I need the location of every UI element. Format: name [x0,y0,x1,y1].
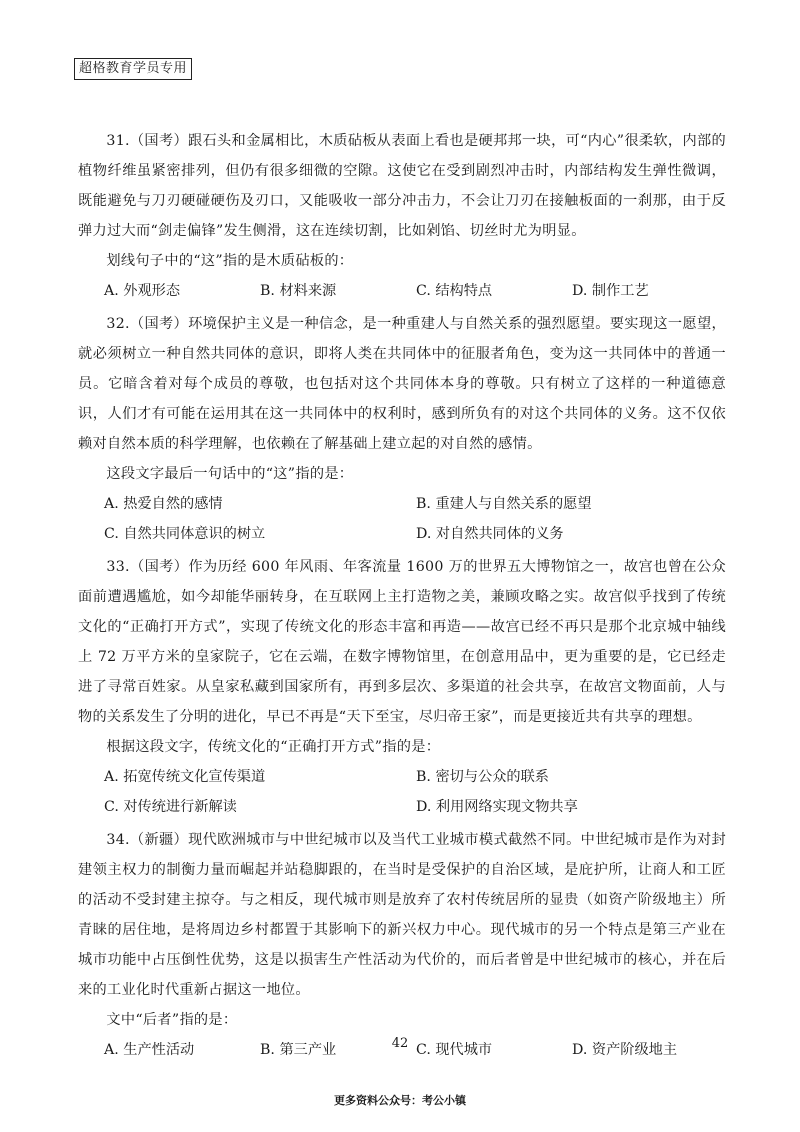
question-34 [78,825,726,1065]
question-text: 33.（国考）作为历经 600 年风雨、年客流量 1600 万的世界五大博物馆之一，故宫也曾在公众面前遭遇尴尬，如今却能华丽转身，在互联网上主打造物之美，兼顾攻略之实。故宫似乎找到了传统文化的“正确打开方式”，实现了传统文化的形态丰富和再造——故宫已经不再只是那个北京城中轴线上 72 万平方米的皇家院子，它在云端，在数字博物馆里，在创意用品中，更为重要的是，它已经走进了寻常百姓家。从皇家私藏到国家所有，再到多层次、多渠道的社会共享，在故宫文物面前，人与物的关系发生了分明的进化，早已不再是“天下至宝，尽归帝王家”，而是更接近共有共享的理想。 [78,559,726,725]
option-b: B. 密切与公众的联系 [416,769,549,785]
option-d: D. 制作工艺 [572,283,649,299]
option-c: C. 对传统进行新解读 [104,799,237,815]
option-c: C. 自然共同体意识的树立 [104,526,266,542]
question-33 [78,552,726,822]
question-32 [78,309,726,549]
option-c: C. 结构特点 [416,283,493,299]
page-number: 42 [391,1036,409,1051]
options [78,489,726,549]
question-text: 31.（国考）跟石头和金属相比，木质砧板从表面上看也是硬邦邦一块，可“内心”很柔软，内部的植物纤维虽紧密排列，但仍有很多细微的空隙。这使它在受到剧烈冲击时，内部结构发生弹性微调，既能避免与刀刃硬碰硬伤及刃口，又能吸收一部分冲击力，不会让刀刃在接触板面的一刹那，由于反弹力过大而“剑走偏锋”发生侧滑，这在连续切割，比如剁馅、切丝时尤为明显。 [78,133,726,239]
question-prompt: 根据这段文字，传统文化的“正确打开方式”指的是： [106,739,441,755]
option-d: D. 利用网络实现文物共享 [416,799,578,815]
option-b: B. 第三产业 [260,1042,337,1058]
options [78,276,726,306]
option-a: A. 热爱自然的感情 [104,496,223,512]
option-d: D. 对自然共同体的义务 [416,526,564,542]
option-a: A. 外观形态 [104,283,181,299]
option-a: A. 生产性活动 [104,1042,195,1058]
question-text: 34.（新疆）现代欧洲城市与中世纪城市以及当代工业城市模式截然不同。中世纪城市是作为对封建领主权力的制衡力量而崛起并站稳脚跟的，在当时是受保护的自治区域，是庇护所，让商人和工匠的活动不受封建主掠夺。与之相反，现代城市则是放弃了农村传统居所的显贵（如资产阶级地主）所青睐的居住地，是将周边乡村都置于其影响下的新兴权力中心。现代城市的另一个特点是第三产业在城市功能中占压倒性优势，这是以损害生产性活动为代价的，而后者曾是中世纪城市的核心，并在后来的工业化时代重新占据这一地位。 [78,832,726,998]
question-31 [78,126,726,306]
question-text: 32.（国考）环境保护主义是一种信念，是一种重建人与自然关系的强烈愿望。要实现这一愿望，就必须树立一种自然共同体的意识，即将人类在共同体中的征服者角色，变为这一共同体中的普通一员。它暗含着对每个成员的尊敬，也包括对这个共同体本身的尊敬。只有树立了这样的一种道德意识，人们才有可能在运用其在这一共同体中的权利时，感到所负有的对这个共同体的义务。这不仅依赖对自然本质的科学理解，也依赖在了解基础上建立起的对自然的感情。 [78,316,726,452]
options [78,762,726,822]
option-c: C. 现代城市 [416,1042,493,1058]
question-prompt: 这段文字最后一句话中的“这”指的是： [106,466,354,482]
question-list [78,126,726,1068]
question-prompt: 划线句子中的“这”指的是木质砧板的： [106,253,354,269]
option-a: A. 拓宽传统文化宣传渠道 [104,769,266,785]
option-b: B. 重建人与自然关系的愿望 [416,496,592,512]
footer-note: 更多资料公众号：考公小镇 [334,1094,466,1107]
option-d: D. 资产阶级地主 [572,1042,678,1058]
header-tag: 超格教育学员专用 [74,58,192,80]
question-prompt: 文中“后者”指的是： [106,1012,238,1028]
option-b: B. 材料来源 [260,283,337,299]
